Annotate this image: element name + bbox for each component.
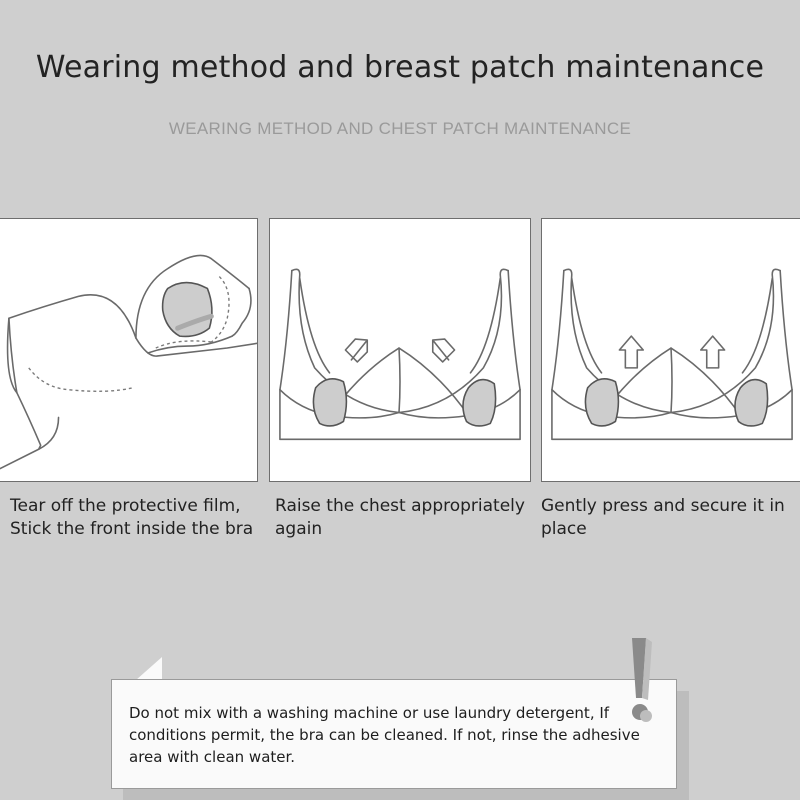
- step-2-caption-line-1: Raise the chest appropriately: [275, 496, 525, 516]
- step-1-illustration: [0, 218, 258, 482]
- care-notice-line-1: Do not mix with a washing machine or use laundry detergent, If: [129, 704, 610, 722]
- step-3-illustration: [541, 218, 800, 482]
- exclamation-icon: [622, 636, 670, 726]
- care-notice-line-3: area with clean water.: [129, 748, 296, 766]
- care-notice-text: [129, 702, 640, 768]
- step-2-caption: [275, 495, 525, 541]
- step-3-caption-line-1: Gently press and secure it in: [541, 496, 785, 516]
- bra-side-view-illustration: [0, 219, 257, 481]
- page-title: Wearing method and breast patch maintenance: [35, 50, 765, 85]
- step-2-caption-line-2: again: [275, 519, 323, 539]
- page-subtitle: WEARING METHOD AND CHEST PATCH MAINTENANCE: [168, 119, 632, 138]
- step-3-caption: [541, 495, 785, 541]
- bra-front-diagonal-arrows-illustration: [270, 219, 530, 481]
- step-2-illustration: [269, 218, 531, 482]
- care-notice-box: [111, 679, 677, 789]
- step-1-caption-line-2: Stick the front inside the bra: [10, 519, 254, 539]
- care-notice-line-2: conditions permit, the bra can be cleaned. If not, rinse the adhesive: [129, 726, 640, 744]
- step-1-caption: [10, 495, 253, 541]
- notice-tab: [136, 657, 162, 680]
- step-1-caption-line-1: Tear off the protective film,: [10, 496, 241, 516]
- step-3-caption-line-2: place: [541, 519, 587, 539]
- bra-front-upward-arrows-illustration: [542, 219, 800, 481]
